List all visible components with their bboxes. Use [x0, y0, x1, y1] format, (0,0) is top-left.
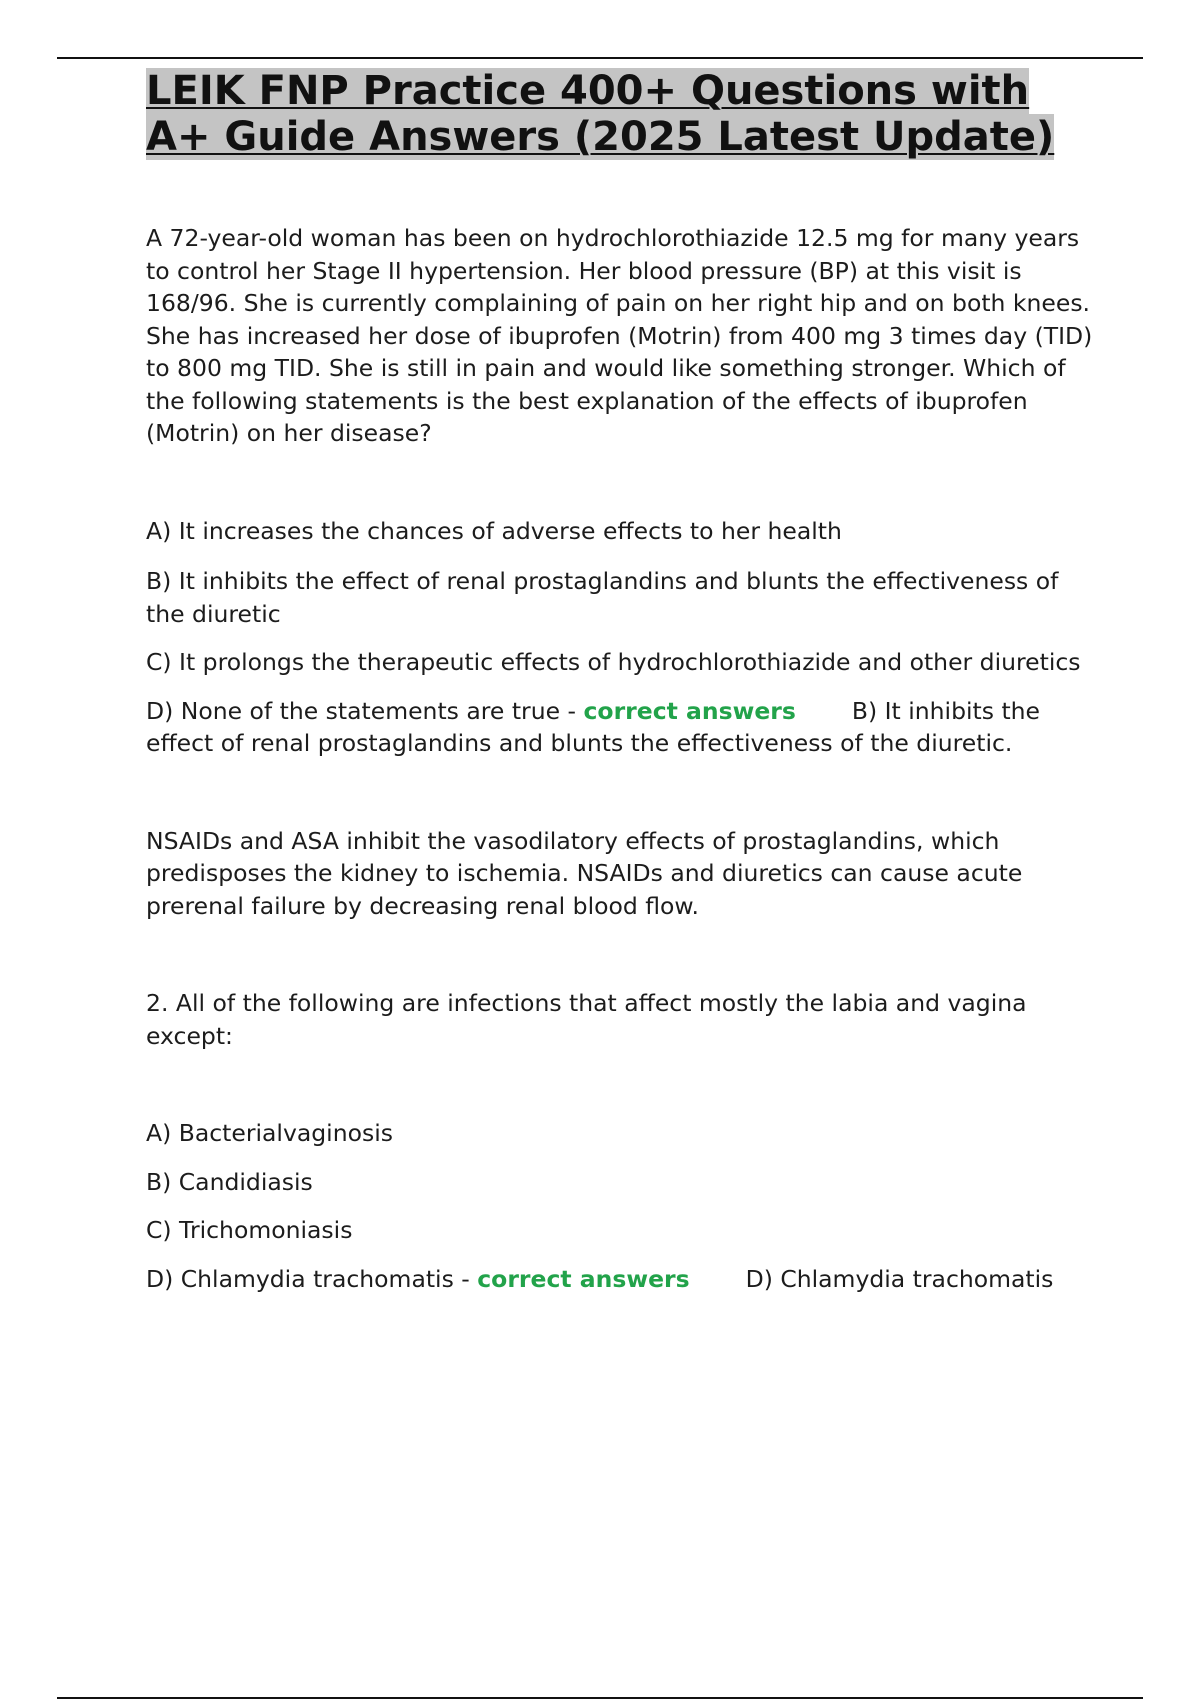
q1-stem: A 72-year-old woman has been on hydrochlorothiazide 12.5 mg for many years to control her Stage II hypertension. Her blood pressure (BP) at this visit is 168/96. She is currently complaining of pain on her right hip and on both knees. She has increased her dose of ibuprofen (Motrin) from 400 mg 3 times day (TID) to 800 mg TID. She is still in pain and would like something stronger. Which of the following statements is the best explanation of the effects of ibuprofen (Motrin) on her disease?	[146, 224, 1093, 447]
q1-option-b: B) It inhibits the effect of renal prostaglandins and blunts the effectiveness of the diuretic	[146, 567, 1059, 628]
q1-option-d-with-answer	[146, 695, 1096, 760]
document-title	[146, 68, 1096, 160]
q2-option-b: B) Candidiasis	[146, 1167, 313, 1196]
q1-rationale: NSAIDs and ASA inhibit the vasodilatory effects of prostaglandins, which predisposes the kidney to ischemia. NSAIDs and diuretics can cause acute prerenal failure by decreasing renal blood flow.	[146, 826, 1023, 920]
q1-option-c: C) It prolongs the therapeutic effects of hydrochlorothiazide and other diuretics	[146, 648, 1081, 676]
q2-stem: 2. All of the following are infections that affect mostly the labia and vagina except:	[146, 989, 1027, 1050]
q1-correct-label: correct answers	[583, 696, 796, 725]
q2-option-a: A) Bacterialvaginosis	[146, 1119, 393, 1147]
q1-answer: B) It inhibits the effect of renal prostaglandins and blunts the effectiveness of the diuretic.	[146, 696, 1041, 757]
title-line-1: LEIK FNP Practice 400+ Questions with	[146, 68, 1030, 114]
title-line-2: A+ Guide Answers (2025 Latest Update)	[146, 114, 1055, 160]
document-body	[146, 68, 1096, 1295]
q2-option-d: D) Chlamydia trachomatis -	[146, 1264, 478, 1293]
q2-answer: D) Chlamydia trachomatis	[745, 1264, 1054, 1293]
top-rule	[57, 57, 1143, 59]
q1-option-a: A) It increases the chances of adverse effects to her health	[146, 516, 842, 545]
q2-option-c: C) Trichomoniasis	[146, 1216, 353, 1244]
q2-option-d-with-answer	[146, 1263, 1096, 1296]
q1-option-d: D) None of the statements are true -	[146, 696, 584, 725]
q2-correct-label: correct answers	[477, 1264, 690, 1293]
bottom-rule	[57, 1697, 1143, 1699]
